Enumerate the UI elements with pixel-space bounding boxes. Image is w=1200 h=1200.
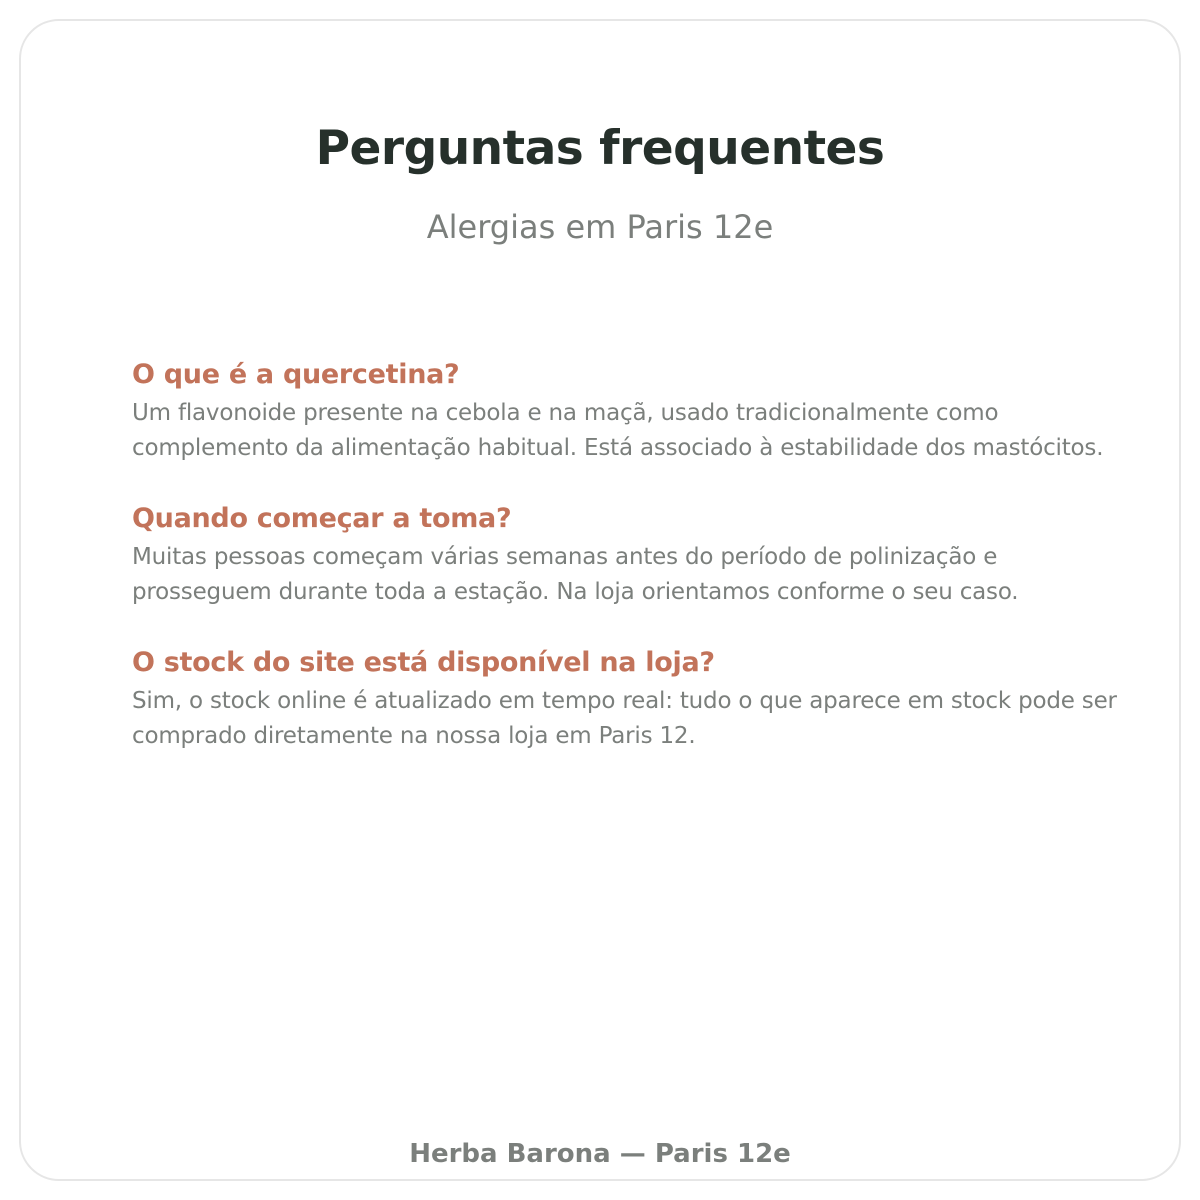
faq-answer: Sim, o stock online é atualizado em tempo real: tudo o que aparece em stock pode ser comprado diretamente na nossa loja em Paris 12. [132,688,1117,749]
faq-question: O stock do site está disponível na loja? [132,647,715,678]
faq-answer: Um flavonoide presente na cebola e na maçã, usado tradicionalmente como complemento da alimentação habitual. Está associado à estabilidade dos mastócitos. [132,400,1104,461]
page-title: Perguntas frequentes [315,121,885,176]
faq-question: O que é a quercetina? [132,359,460,390]
faq-list [132,356,1122,788]
footer-brand: Herba Barona — Paris 12e [409,1139,791,1169]
page-subtitle: Alergias em Paris 12e [426,208,774,246]
faq-question: Quando começar a toma? [132,503,512,534]
faq-item-quando-comecar [132,500,1122,610]
faq-card [19,19,1181,1181]
faq-item-stock [132,644,1122,754]
faq-item-quercetina [132,356,1122,466]
faq-answer: Muitas pessoas começam várias semanas antes do período de polinização e prosseguem durante toda a estação. Na loja orientamos conforme o seu caso. [132,544,1019,605]
